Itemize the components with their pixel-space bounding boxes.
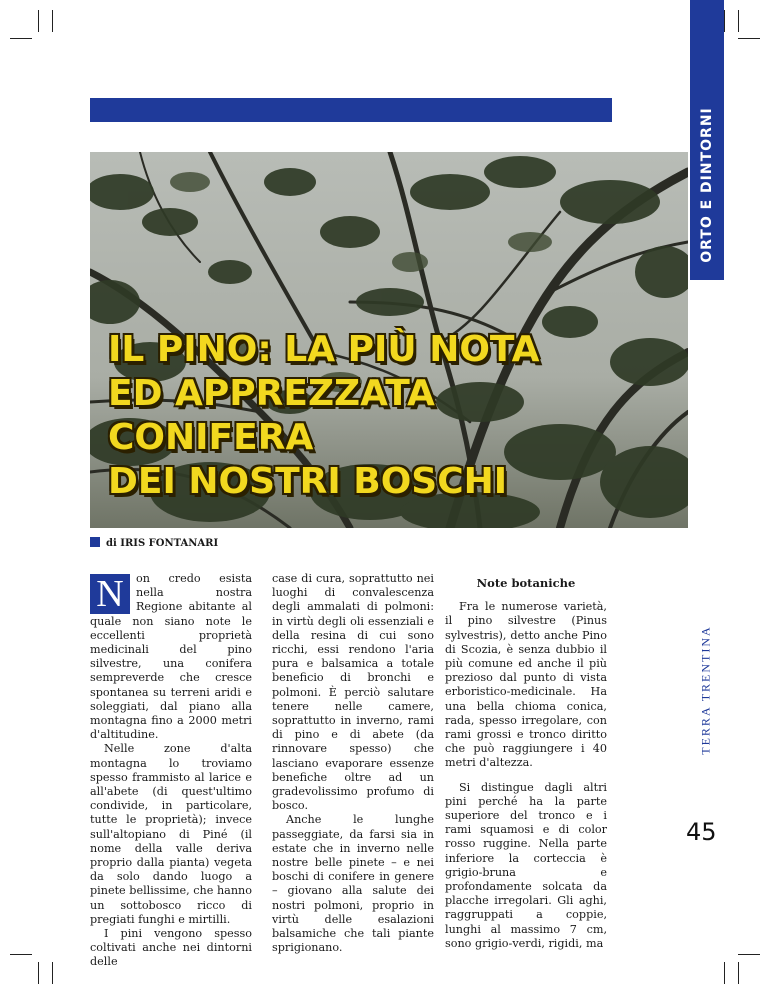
crop-mark <box>38 962 39 984</box>
paragraph: Anche le lunghe passeggiate, da farsi sia in estate che in inverno nelle nostre belle pinete – e nei boschi di conifere in genere – giovano alla salute dei nostri polmoni, proprio in virtù delle esalazioni balsamiche che tali piante sprigionano. <box>272 813 434 955</box>
author-name: di IRIS FONTANARI <box>106 538 219 549</box>
title-line: CONIFERA <box>108 417 314 458</box>
square-bullet-icon <box>90 537 100 547</box>
paragraph: Si distingue dagli altri pini perché ha la parte superiore del tronco e i rami squamosi e di color rosso ruggine. Nella parte inferiore la corteccia è grigio-bruna e profondamente solcata da placche irregolari. Gli aghi, raggruppati a coppie, lunghi al massimo 7 cm, sono grigio-verdi, rigidi, ma <box>445 780 607 950</box>
paragraph: Fra le numerose varietà, il pino silvestre (Pinus sylvestris), detto anche Pino di Scozia, è senza dubbio il più comune ed anche il più prezioso dal punto di vista erboristico-medicinale. Ha una bella chioma conica, rada, spesso irregolare, con rami grossi e tronco diritto che può raggiungere i 40 metri d'altezza. <box>445 600 607 770</box>
crop-mark <box>738 962 739 984</box>
crop-mark <box>724 962 725 984</box>
article-column-2 <box>272 572 434 955</box>
header-bar <box>90 98 612 122</box>
crop-mark <box>10 38 32 39</box>
crop-mark <box>38 10 39 32</box>
page-number: 45 <box>686 818 717 846</box>
crop-mark <box>10 954 32 955</box>
crop-mark <box>738 954 760 955</box>
crop-mark <box>738 38 760 39</box>
section-label: ORTO E DINTORNI <box>699 107 715 263</box>
paragraph: case di cura, soprattutto nei luoghi di convalescenza degli ammalati di polmoni: in virtù degli oli essenziali e della resina di cui sono ricchi, essi rendono l'aria pura e balsamica a totale beneficio di bronchi e polmoni. È perciò salutare tenere nelle camere, soprattutto in inverno, rami di pino e di abete (da rinnovare spesso) che lasciano evaporare essenze benefiche oltre ad un gradevolissimo profumo di bosco. <box>272 572 434 813</box>
title-line: IL PINO: LA PIÙ NOTA <box>108 329 540 370</box>
drop-cap: N <box>90 574 130 614</box>
article-column-3 <box>445 572 607 951</box>
crop-mark <box>52 962 53 984</box>
magazine-name: TERRA TRENTINA <box>698 625 713 755</box>
paragraph: Nelle zone d'alta montagna lo troviamo spesso frammisto al larice e all'abete (di quest'ultimo condivide, in particolare, tutte le proprietà); invece sull'altopiano di Piné (il nome della valle deriva proprio dalla pianta) vegeta da solo dando luogo a pinete bellissime, che hanno un sottobosco ricco di pregiati funghi e mirtilli. <box>90 742 252 926</box>
title-line: DEI NOSTRI BOSCHI <box>108 461 508 502</box>
crop-mark <box>738 10 739 32</box>
paragraph: on credo esista nella nostra Regione abitante al quale non siano note le eccellenti proprietà medicinali del pino silvestre, una conifera sempreverde che cresce spontanea su terreni aridi e soleggiati, dal piano alla montagna fino a 2000 metri d'altitudine. <box>90 572 252 742</box>
title-line: ED APPREZZATA <box>108 373 435 414</box>
crop-mark <box>52 10 53 32</box>
section-heading: Note botaniche <box>476 576 576 590</box>
crop-mark <box>724 10 725 32</box>
paragraph: I pini vengono spesso coltivati anche nei dintorni delle <box>90 927 252 969</box>
article-column-1 <box>90 572 252 970</box>
article-title <box>108 328 540 504</box>
byline <box>90 537 218 549</box>
